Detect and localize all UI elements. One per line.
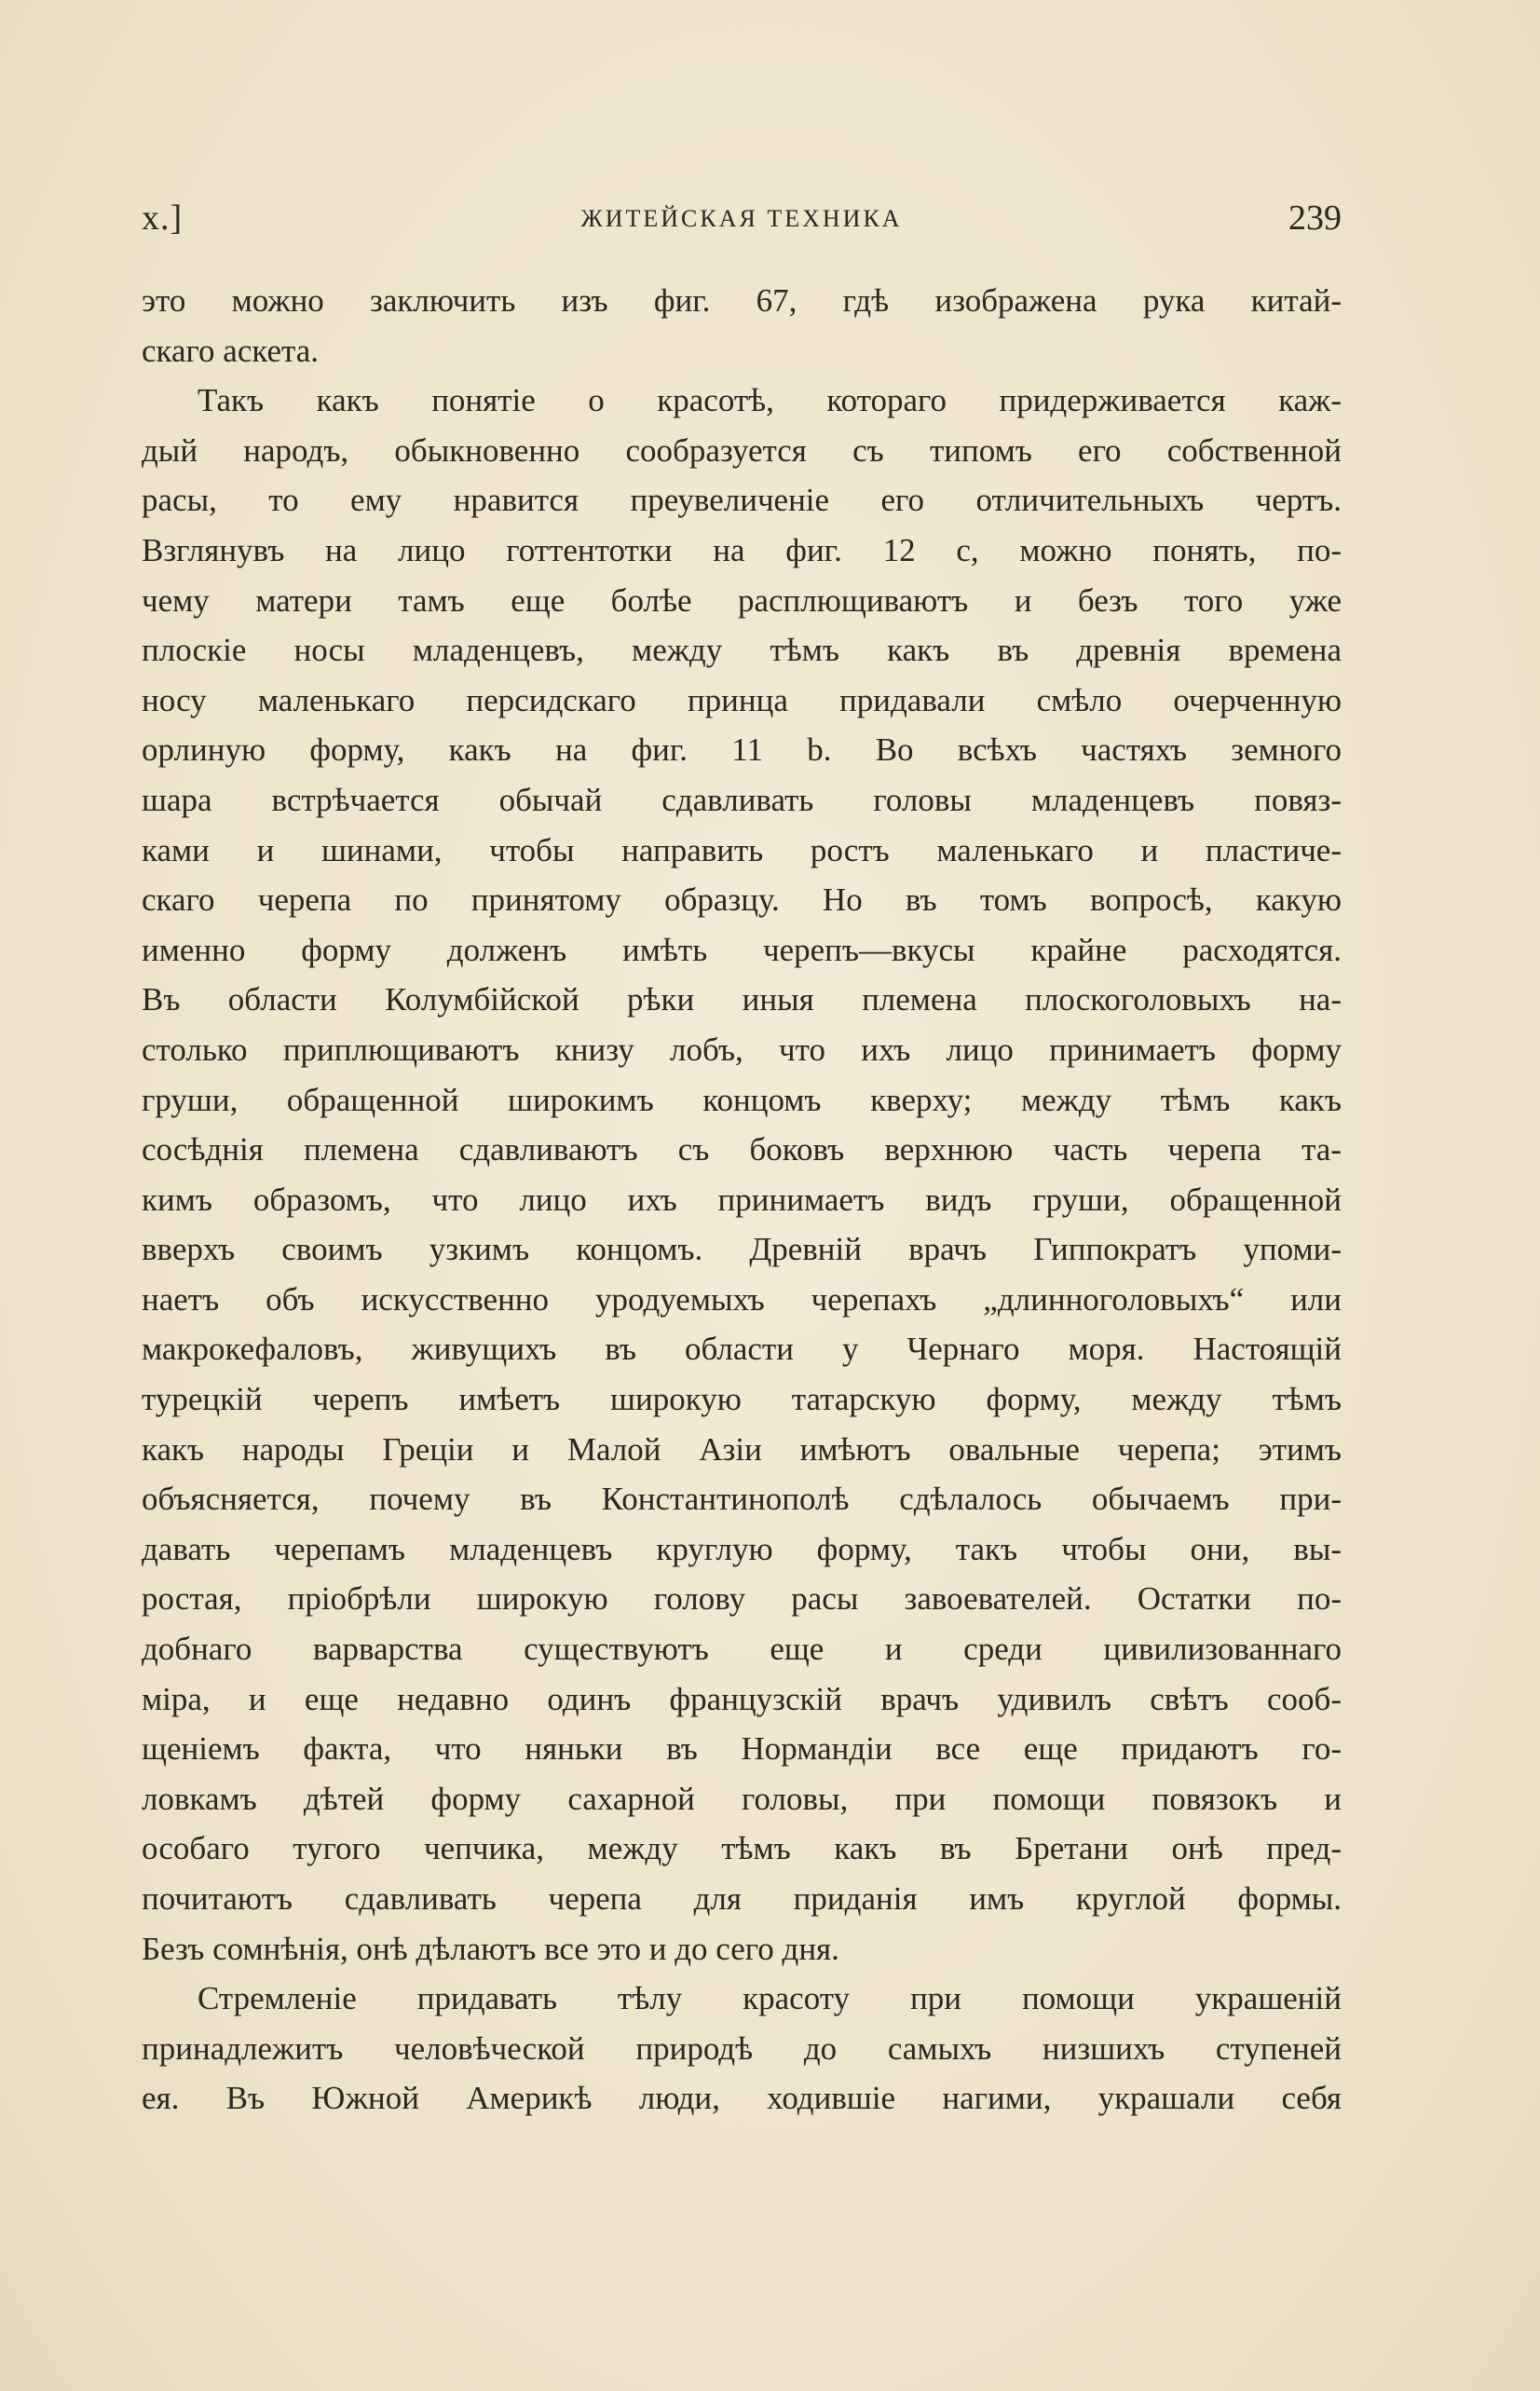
text-line: носу маленькаго персидскаго принца придавали смѣло очерченную	[142, 681, 1342, 718]
text-line: особаго тугого чепчика, между тѣмъ какъ въ Бретани онѣ пред-	[142, 1830, 1342, 1867]
text-line: вверхъ своимъ узкимъ концомъ. Древній врачъ Гиппократъ упоми-	[142, 1231, 1342, 1268]
text-line: расы, то ему нравится преувеличеніе его отличительныхъ чертъ.	[142, 482, 1342, 519]
text-line: столько приплющиваютъ книзу лобъ, что ихъ лицо принимаетъ форму	[142, 1031, 1342, 1068]
text-line: макрокефаловъ, живущихъ въ области у Чернаго моря. Настоящій	[142, 1331, 1342, 1368]
text-line: дый народъ, обыкновенно сообразуется съ типомъ его собственной	[142, 431, 1342, 469]
chapter-marker: x.]	[142, 198, 184, 238]
text-line: плоскіе носы младенцевъ, между тѣмъ какъ въ древнія времена	[142, 632, 1342, 669]
text-line: чему матери тамъ еще болѣе расплющиваютъ и безъ того уже	[142, 581, 1342, 619]
text-line: это можно заключить изъ фиг. 67, гдѣ изображена рука китай-	[142, 282, 1342, 319]
text-line: ростая, пріобрѣли широкую голову расы завоевателей. Остатки по-	[142, 1580, 1342, 1618]
text-line: объясняется, почему въ Константинополѣ сдѣлалось обычаемъ при-	[142, 1481, 1342, 1518]
text-line: шара встрѣчается обычай сдавливать головы младенцевъ повяз-	[142, 781, 1342, 818]
text-line: почитаютъ сдавливать черепа для приданія имъ круглой формы.	[142, 1880, 1342, 1917]
text-line: ками и шинами, чтобы направить ростъ маленькаго и пластиче-	[142, 831, 1342, 868]
text-line: наетъ объ искусственно уродуемыхъ черепахъ „длинноголовыхъ“ или	[142, 1280, 1342, 1318]
text-line: какъ народы Греціи и Малой Азіи имѣютъ овальные черепа; этимъ	[142, 1430, 1342, 1468]
text-line: щеніемъ факта, что няньки въ Нормандіи все еще придаютъ го-	[142, 1730, 1342, 1768]
text-line: сосѣднія племена сдавливаютъ съ боковъ верхнюю часть черепа та-	[142, 1131, 1342, 1168]
text-line: орлиную форму, какъ на фиг. 11 b. Во всѣхъ частяхъ земного	[142, 731, 1342, 769]
text-line: скаго черепа по принятому образцу. Но въ томъ вопросѣ, какую	[142, 881, 1342, 919]
text-line: груши, обращенной широкимъ концомъ кверху; между тѣмъ какъ	[142, 1081, 1342, 1118]
body-text	[142, 276, 1342, 2124]
page-header	[142, 198, 1342, 244]
text-line: скаго аскета.	[142, 332, 320, 369]
text-line: ловкамъ дѣтей форму сахарной головы, при помощи повязокъ и	[142, 1780, 1342, 1817]
text-line: Безъ сомнѣнія, онѣ дѣлаютъ все это и до сего дня.	[142, 1930, 839, 1967]
text-line: Взглянувъ на лицо готтентотки на фиг. 12 с, можно понять, по-	[142, 531, 1342, 568]
text-line: Стремленіе придавать тѣлу красоту при помощи украшеній	[198, 1980, 1342, 2017]
text-line: ея. Въ Южной Америкѣ люди, ходившіе нагими, украшали себя	[142, 2080, 1342, 2117]
text-line: Въ области Колумбійской рѣки иныя племена плоскоголовыхъ на-	[142, 981, 1342, 1018]
text-line: давать черепамъ младенцевъ круглую форму, такъ чтобы они, вы-	[142, 1530, 1342, 1567]
text-line: добнаго варварства существуютъ еще и среди цивилизованнаго	[142, 1631, 1342, 1668]
text-line: принадлежитъ человѣческой природѣ до самыхъ низшихъ ступеней	[142, 2029, 1342, 2067]
text-line: именно форму долженъ имѣть черепъ—вкусы крайне расходятся.	[142, 931, 1342, 968]
text-line: кимъ образомъ, что лицо ихъ принимаетъ видъ груши, обращенной	[142, 1181, 1342, 1218]
text-line: міра, и еще недавно одинъ французскій врачъ удивилъ свѣтъ сооб-	[142, 1680, 1342, 1717]
text-line: турецкій черепъ имѣетъ широкую татарскую форму, между тѣмъ	[142, 1381, 1342, 1418]
text-line: Такъ какъ понятіе о красотѣ, котораго придерживается каж-	[198, 382, 1342, 419]
running-title: ЖИТЕЙСКАЯ ТЕХНИКА	[580, 205, 903, 232]
page-number: 239	[1288, 198, 1342, 238]
